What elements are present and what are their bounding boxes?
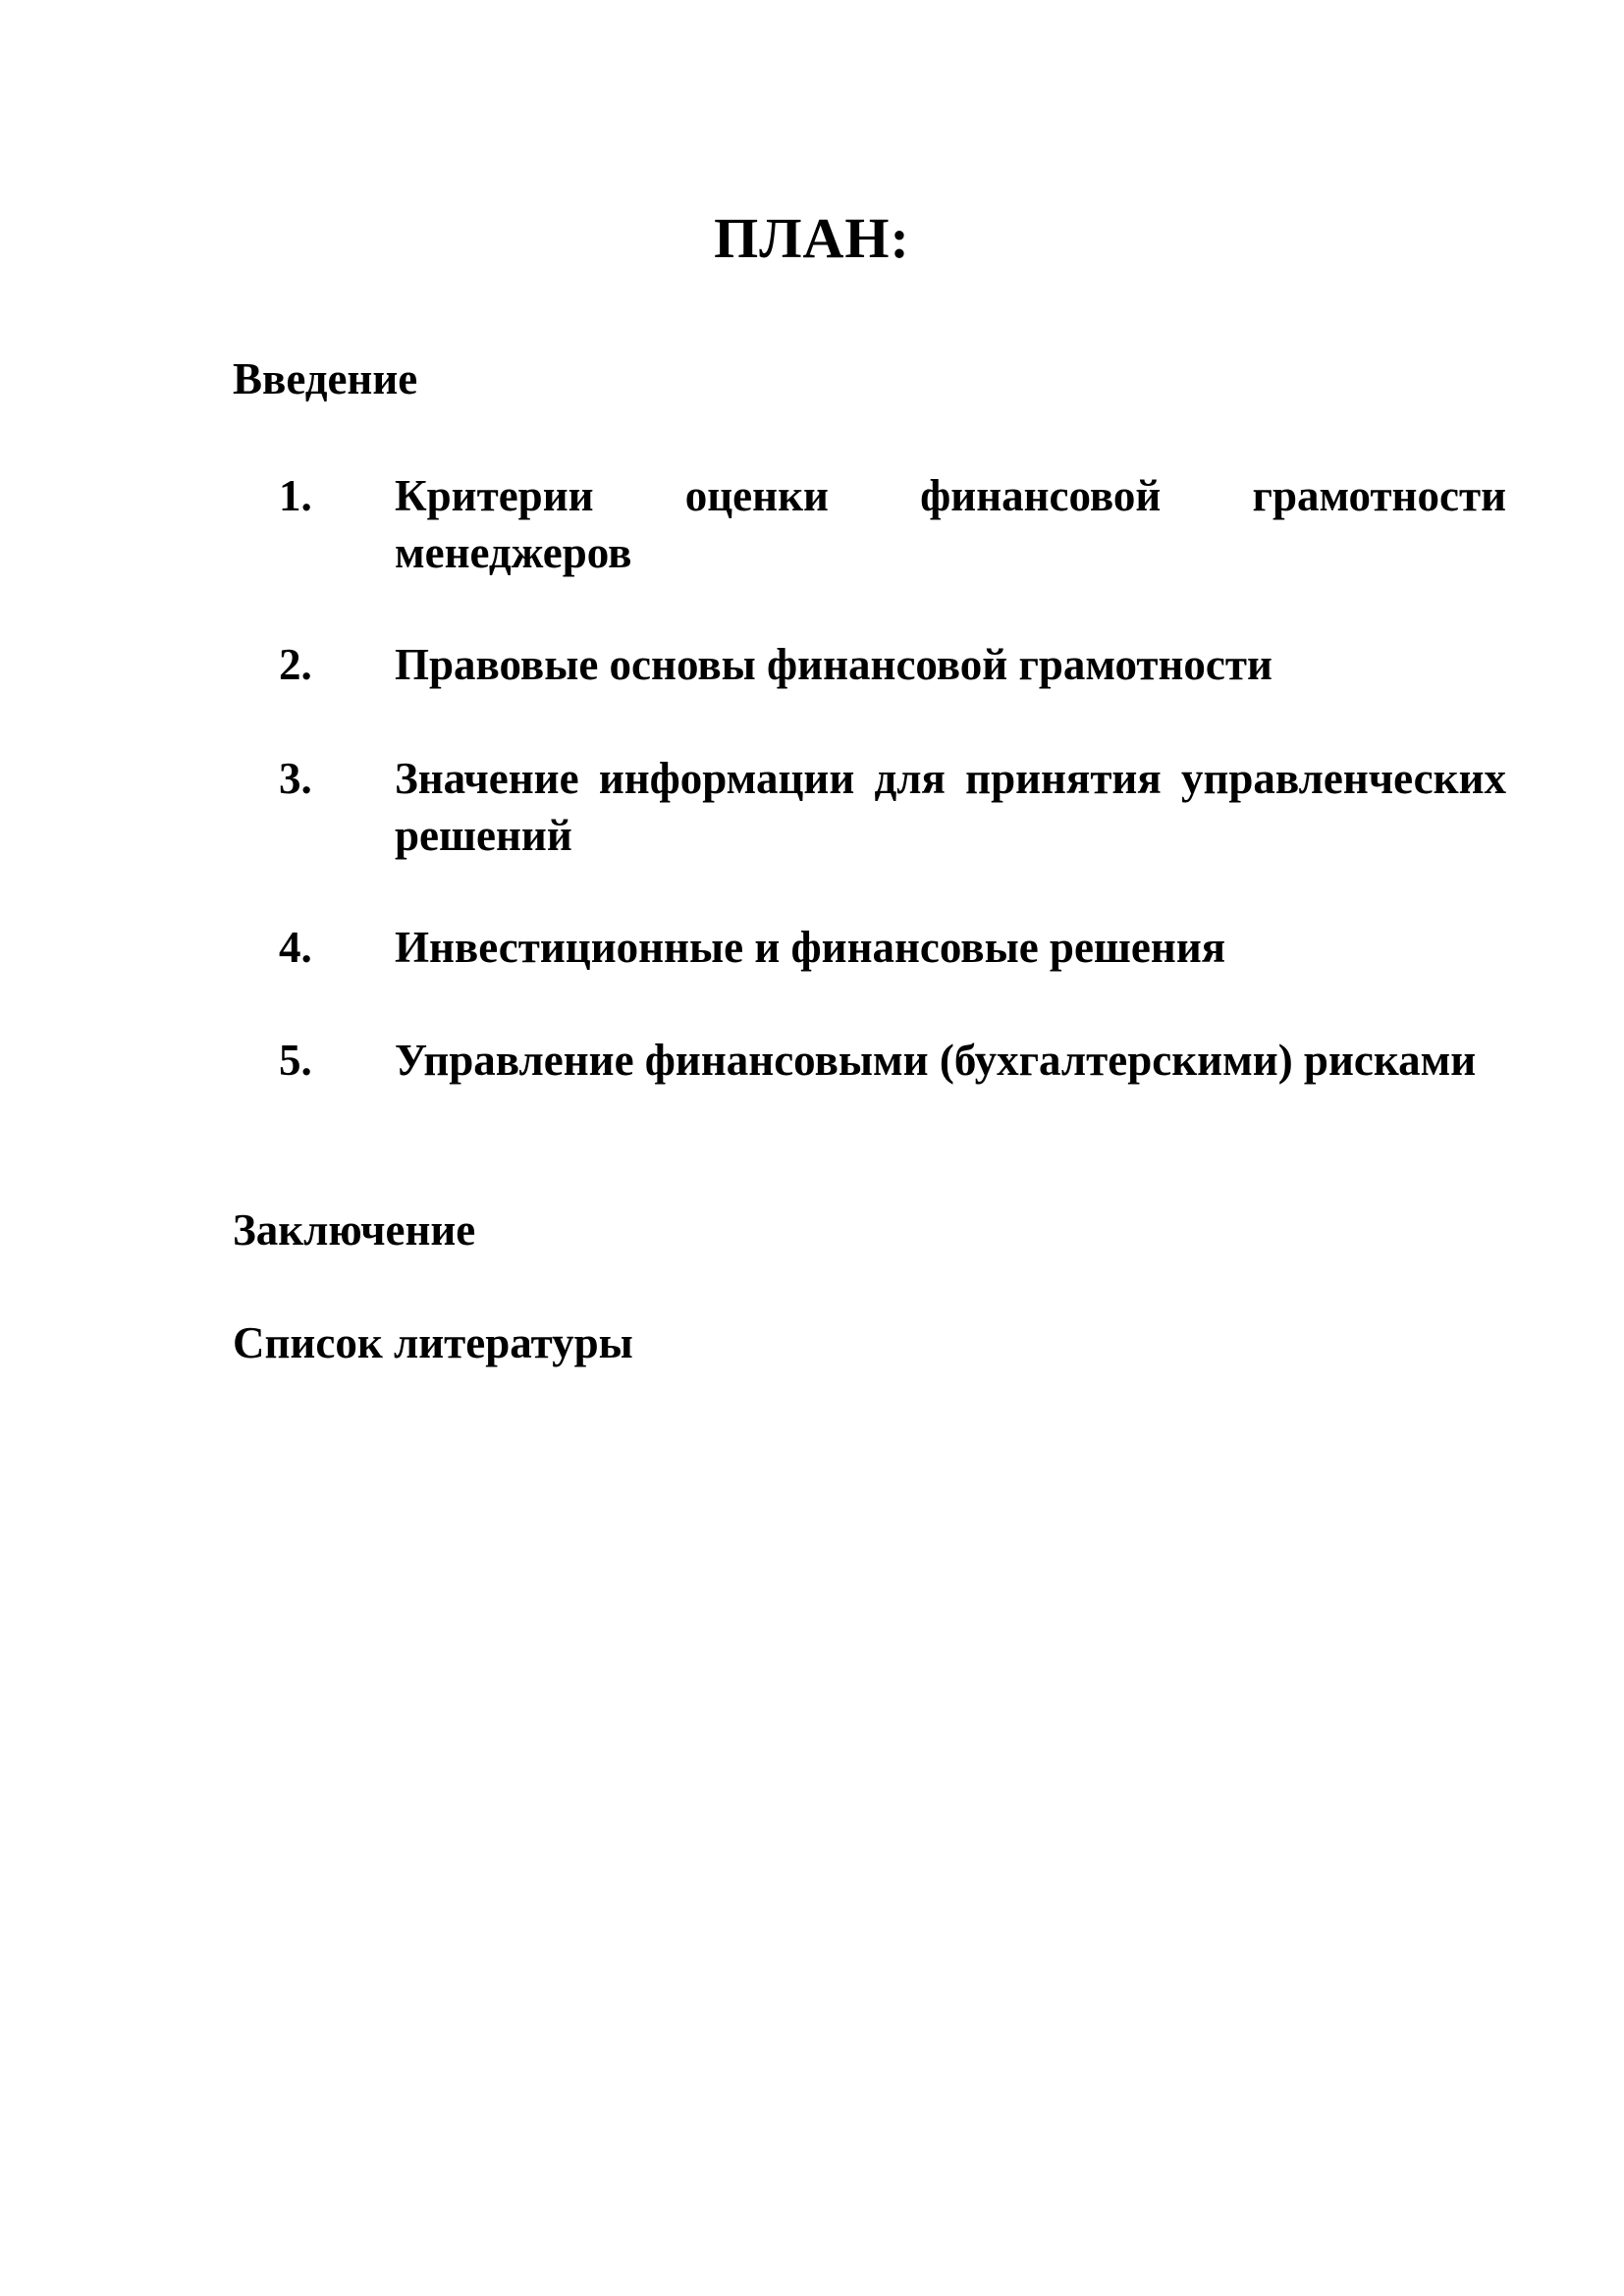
section-introduction: Введение — [233, 354, 418, 403]
plan-item-text: Инвестиционные и финансовые решения — [395, 923, 1226, 972]
plan-item-text: Значение информации для принятия управленческих решений — [395, 754, 1506, 860]
plan-title: ПЛАН: — [714, 206, 910, 270]
plan-item-number: 1. — [279, 471, 312, 520]
plan-item-number: 4. — [279, 923, 312, 972]
plan-item-text: Критерии оценки финансовой грамотности менеджеров — [395, 471, 1506, 577]
section-bibliography: Список литературы — [233, 1318, 633, 1367]
plan-item-text: Управление финансовыми (бухгалтерскими) рисками — [395, 1036, 1477, 1085]
plan-item-number: 2. — [279, 640, 312, 689]
plan-item-text: Правовые основы финансовой грамотности — [395, 640, 1272, 689]
section-conclusion: Заключение — [233, 1205, 476, 1255]
plan-item-number: 5. — [279, 1036, 312, 1085]
plan-item-number: 3. — [279, 754, 312, 803]
